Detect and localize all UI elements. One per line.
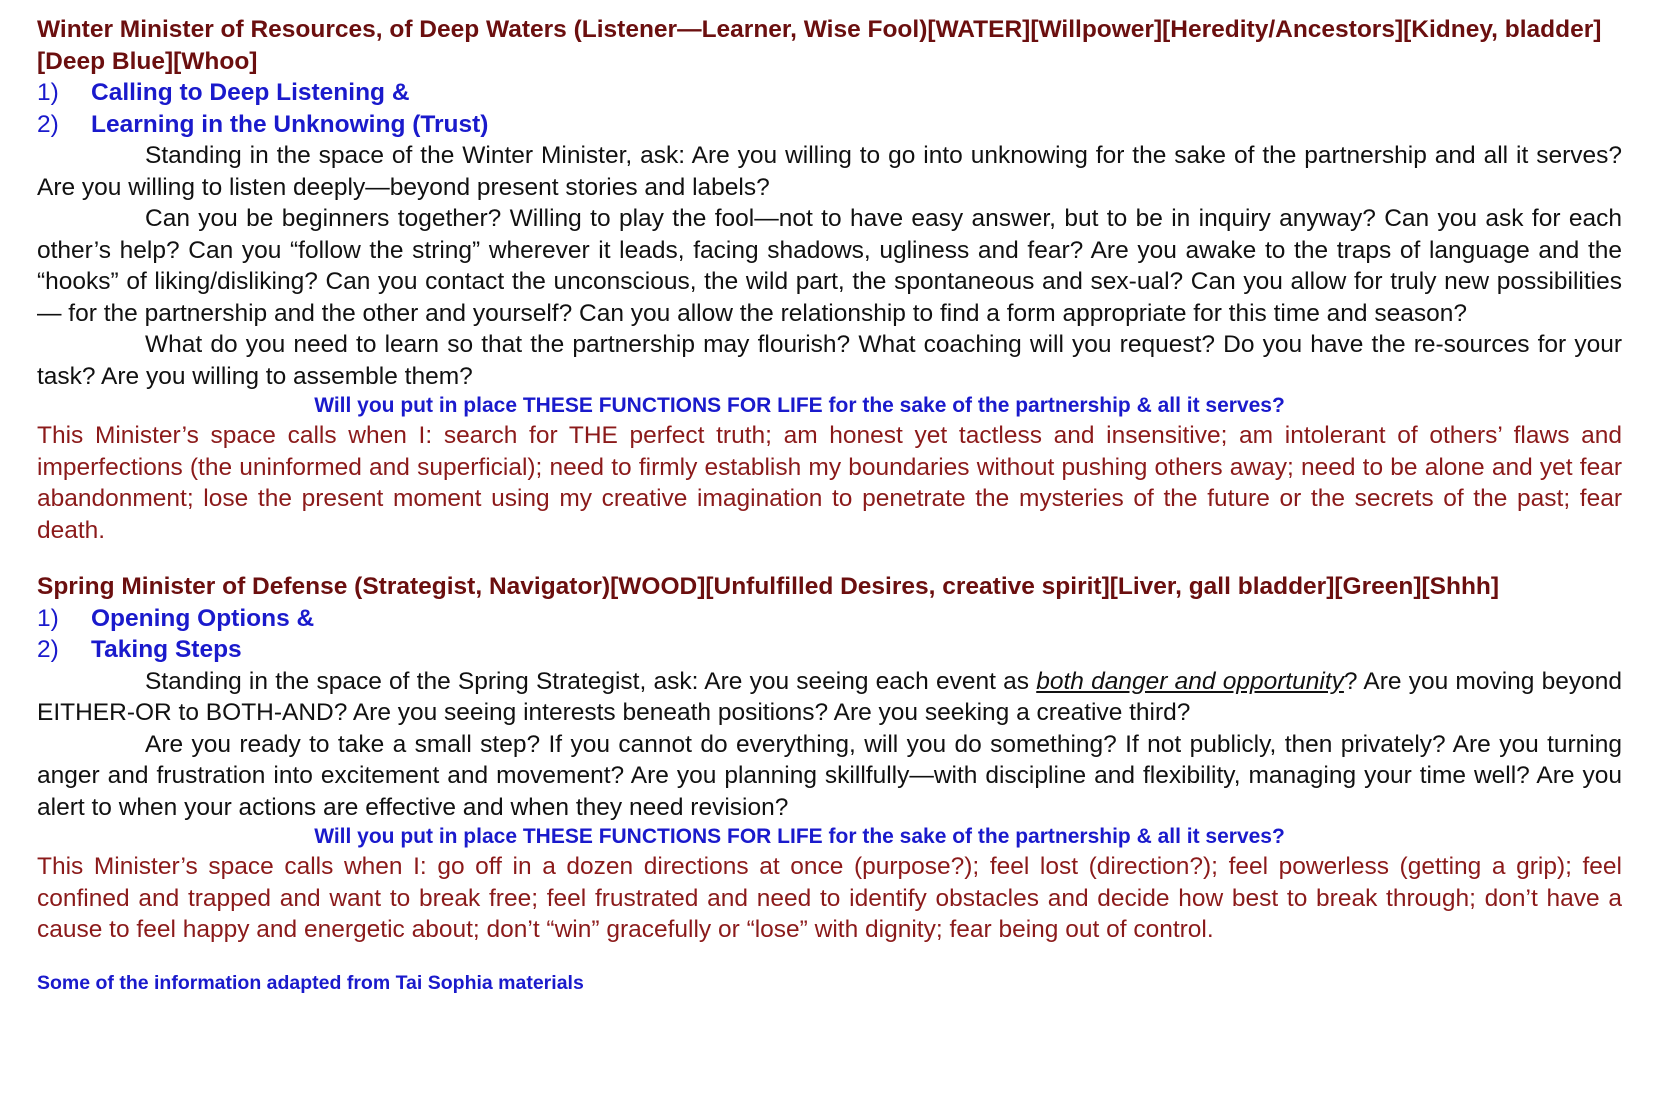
spring-question: Will you put in place THESE FUNCTIONS FOR LIFE for the sake of the partnership & all it serves?: [314, 825, 1285, 848]
item-number: 2): [37, 636, 59, 663]
item-text: Learning in the Unknowing (Trust): [91, 110, 489, 138]
winter-calls: This Minister’s space calls when I: search for THE perfect truth; am honest yet tactless and insensitive; am intolerant of others’ flaws and imperfections (the uninformed and superficial); need to firmly establish my boundaries without pushing others away; need to be alone and yet fear abandonment; lose the present moment using my creative imagination to penetrate the mysteries of the future or the secrets of the past; fear death.: [37, 422, 1622, 544]
item-text: Calling to Deep Listening &: [91, 79, 410, 106]
spring-p1-emphasis: both danger and opportunity: [1036, 667, 1344, 695]
winter-section: [37, 14, 1622, 546]
spring-paragraph-1: [37, 666, 1622, 729]
section-spacer: [37, 546, 1622, 571]
item-text: Opening Options &: [91, 604, 315, 632]
spring-p1-before: Standing in the space of the Spring Strategist, ask: Are you seeing each event as: [145, 667, 1037, 695]
winter-item-2: [37, 109, 1622, 141]
winter-heading: Winter Minister of Resources, of Deep Waters (Listener—Learner, Wise Fool)[WATER][Willpower][Heredity/Ancestors][Kidney, bladder][Deep Blue][Whoo]: [37, 16, 1602, 75]
winter-paragraph-3: What do you need to learn so that the partnership may flourish? What coaching will you request? Do you have the re-sources for your task? Are you willing to assemble them?: [37, 331, 1622, 390]
item-number: 2): [37, 110, 59, 138]
winter-paragraph-2: Can you be beginners together? Willing to play the fool—not to have easy answer, but to be in inquiry anyway? Can you ask for each other’s help? Can you “follow the string” wherever it leads, facing shadows, ugliness and fear? Are you awake to the traps of language and the “hooks” of liking/disliking? Can you contact the unconscious, the wild part, the spontaneous and sex-ual? Can you allow for truly new possibilities— for the partnership and the other and yourself? Can you allow the relationship to find a form appropriate for this time and season?: [37, 205, 1622, 327]
spring-item-2: [37, 634, 1622, 666]
item-number: 1): [37, 79, 59, 106]
winter-question: Will you put in place THESE FUNCTIONS FOR LIFE for the sake of the partnership & all it serves?: [314, 394, 1285, 417]
spring-calls: This Minister’s space calls when I: go off in a dozen directions at once (purpose?); feel lost (direction?); feel powerless (getting a grip); feel confined and trapped and want to break free; feel frustrated and need to identify obstacles and decide how best to break through; don’t have a cause to feel happy and energetic about; don’t “win” gracefully or “lose” with dignity; fear being out of control.: [37, 853, 1622, 943]
spring-item-1: [37, 603, 1622, 635]
spring-paragraph-2: Are you ready to take a small step? If you cannot do everything, will you do something? If not publicly, then privately? Are you turning anger and frustration into excitement and movement? Are you planning skillfully—with discipline and flexibility, managing your time well? Are you alert to when your actions are effective and when they need revision?: [37, 730, 1622, 821]
spring-section: [37, 571, 1622, 946]
spring-heading: Spring Minister of Defense (Strategist, Navigator)[WOOD][Unfulfilled Desires, creative spirit][Liver, gall bladder][Green][Shhh]: [37, 573, 1500, 600]
footer-note: Some of the information adapted from Tai Sophia materials: [37, 971, 584, 994]
winter-item-1: [37, 77, 1622, 109]
document-page: [37, 14, 1622, 996]
item-number: 1): [37, 604, 59, 632]
spring-p1-after: ? Are you moving beyond EITHER-OR to BOTH-AND? Are you seeing interests beneath positions? Are you seeking a creative third?: [37, 667, 1622, 726]
item-text: Taking Steps: [91, 636, 242, 663]
winter-paragraph-1: Standing in the space of the Winter Minister, ask: Are you willing to go into unknowing for the sake of the partnership and all it serves? Are you willing to listen deeply—beyond present stories and labels?: [37, 142, 1622, 201]
